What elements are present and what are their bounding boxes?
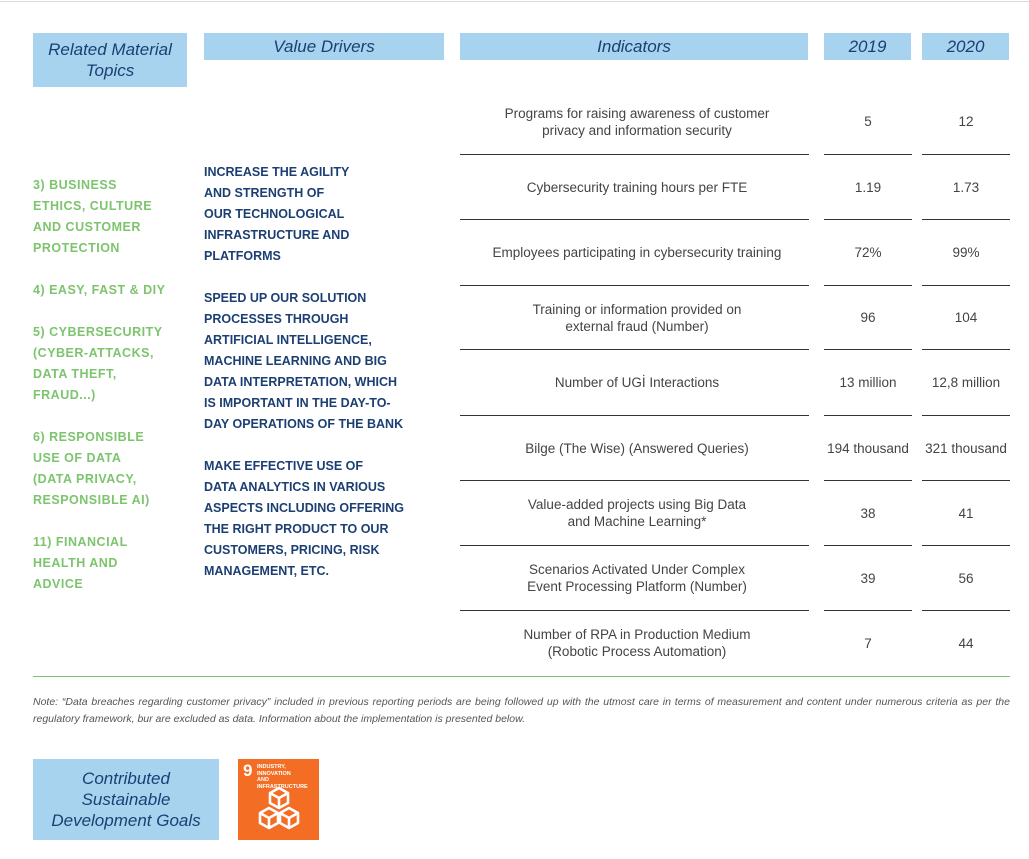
row-divider — [922, 219, 1010, 220]
row-divider — [922, 415, 1010, 416]
row-divider — [460, 545, 809, 546]
table-row — [460, 481, 1009, 545]
value-2019-cell: 1.19 — [854, 180, 882, 195]
material-topics-list — [33, 175, 203, 616]
row-divider — [460, 154, 809, 155]
value-2020-cell: 44 — [958, 635, 974, 651]
value-drivers-list — [204, 162, 434, 603]
topic-item: 5) CYBERSECURITY (CYBER-ATTACKS, DATA THEFT, FRAUD...) — [33, 325, 163, 402]
header-indicators: Indicators — [460, 33, 808, 60]
sdg-title: INDUSTRY, INNOVATION AND INFRASTRUCTURE — [257, 764, 308, 790]
row-divider — [824, 610, 912, 611]
row-divider — [460, 415, 809, 416]
row-divider — [922, 154, 1010, 155]
table-row — [460, 220, 1009, 285]
value-2020-cell: 56 — [958, 570, 974, 586]
row-divider — [922, 285, 1010, 286]
row-divider — [922, 480, 1010, 481]
indicator-cell: Employees participating in cybersecurity training — [492, 245, 782, 260]
table-row — [460, 546, 1009, 610]
top-border — [0, 1, 1029, 2]
value-2020-cell: 99% — [952, 245, 980, 260]
value-2020-cell: 12,8 million — [931, 375, 1001, 390]
header-year-2019: 2019 — [824, 33, 911, 60]
sdg-9-tile — [238, 759, 319, 840]
header-value-drivers: Value Drivers — [204, 33, 444, 60]
indicator-cell: Scenarios Activated Under Complex Event Processing Platform (Number) — [527, 562, 747, 594]
row-divider — [460, 349, 809, 350]
value-2019-cell: 5 — [864, 114, 872, 129]
indicator-cell: Value-added projects using Big Data and Machine Learning* — [527, 497, 747, 529]
table-row — [460, 286, 1009, 349]
value-2020-cell: 321 thousand — [925, 440, 1007, 456]
row-divider — [460, 285, 809, 286]
topic-item: 3) BUSINESS ETHICS, CULTURE AND CUSTOMER PROTECTION — [33, 178, 153, 255]
value-2020-cell: 12 — [958, 114, 974, 129]
value-2019-cell: 39 — [860, 570, 876, 586]
indicator-cell: Training or information provided on external fraud (Number) — [532, 301, 742, 334]
value-2019-cell: 72% — [854, 245, 882, 260]
topic-item: 4) EASY, FAST & DIY — [33, 283, 166, 297]
row-divider — [922, 349, 1010, 350]
row-divider — [824, 480, 912, 481]
row-divider — [824, 415, 912, 416]
indicator-cell: Programs for raising awareness of customer privacy and information security — [504, 105, 770, 138]
value-2019-cell: 7 — [864, 635, 872, 651]
value-2019-cell: 96 — [860, 310, 876, 325]
sdg-number: 9 — [243, 761, 253, 780]
row-divider — [824, 285, 912, 286]
indicator-cell: Number of RPA in Production Medium (Robotic Process Automation) — [523, 627, 751, 659]
row-divider — [824, 349, 912, 350]
value-2019-cell: 194 thousand — [827, 440, 909, 456]
topic-item: 6) RESPONSIBLE USE OF DATA (DATA PRIVACY, RESPONSIBLE AI) — [33, 430, 150, 507]
row-divider — [460, 219, 809, 220]
table-row — [460, 350, 1009, 415]
header-related-material-topics: Related Material Topics — [33, 33, 187, 87]
value-2019-cell: 38 — [860, 505, 876, 521]
sdg-label: Contributed Sustainable Development Goals — [33, 759, 219, 840]
table-row — [460, 89, 1009, 154]
row-divider — [922, 545, 1010, 546]
row-divider — [824, 545, 912, 546]
driver-item: SPEED UP OUR SOLUTION PROCESSES THROUGH ARTIFICIAL INTELLIGENCE, MACHINE LEARNING AND BIG DATA INTERPRETATION, WHICH IS IMPORTANT IN THE DAY-TO- DAY OPERATIONS OF THE BANK — [204, 291, 404, 431]
header-year-2020: 2020 — [922, 33, 1009, 60]
value-2020-cell: 1.73 — [952, 180, 980, 195]
value-2019-cell: 13 million — [839, 375, 897, 390]
indicator-cell: Cybersecurity training hours per FTE — [526, 180, 748, 195]
table-row — [460, 416, 1009, 480]
row-divider — [922, 610, 1010, 611]
row-divider — [460, 480, 809, 481]
indicator-cell: Number of UGİ Interactions — [554, 375, 720, 390]
row-divider — [824, 154, 912, 155]
table-row — [460, 155, 1009, 220]
cubes-icon — [256, 786, 302, 832]
value-2020-cell: 41 — [958, 505, 974, 521]
driver-item: MAKE EFFECTIVE USE OF DATA ANALYTICS IN VARIOUS ASPECTS INCLUDING OFFERING THE RIGHT PRODUCT TO OUR CUSTOMERS, PRICING, RISK MANAGEMENT, ETC. — [204, 459, 405, 578]
table-row — [460, 611, 1009, 675]
footnote: Note: “Data breaches regarding customer privacy” included in previous reporting periods are being followed up with the utmost care in terms of measurement and content under numerous criteria as per the regulatory framework, bur are excluded as data. Information about the implementation is presented below. — [33, 696, 1010, 725]
indicator-cell: Bilge (The Wise) (Answered Queries) — [525, 440, 749, 456]
value-2020-cell: 104 — [954, 310, 978, 325]
driver-item: INCREASE THE AGILITY AND STRENGTH OF OUR TECHNOLOGICAL INFRASTRUCTURE AND PLATFORMS — [204, 165, 350, 263]
row-divider — [460, 610, 809, 611]
row-divider — [824, 219, 912, 220]
section-divider — [33, 676, 1010, 677]
topic-item: 11) FINANCIAL HEALTH AND ADVICE — [33, 535, 128, 591]
